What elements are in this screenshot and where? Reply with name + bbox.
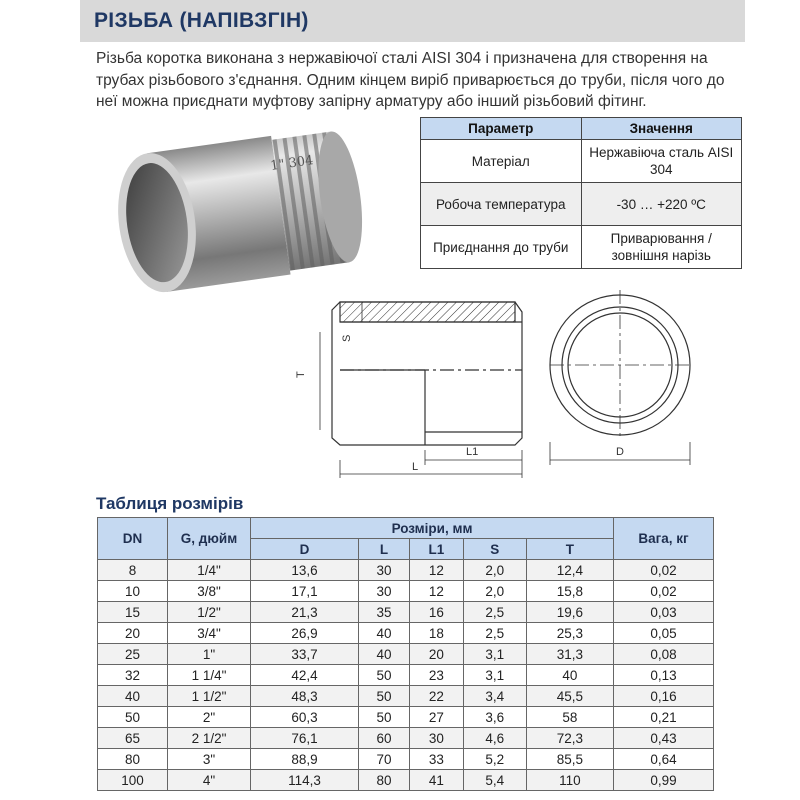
cell-t: 72,3 [526, 728, 613, 749]
table-row [98, 644, 714, 665]
cell-d: 48,3 [251, 686, 359, 707]
cell-weight: 0,16 [614, 686, 714, 707]
cell-d: 76,1 [251, 728, 359, 749]
col-g: G, дюйм [168, 518, 251, 560]
table-row [98, 602, 714, 623]
cell-t: 31,3 [526, 644, 613, 665]
cell-t: 40 [526, 665, 613, 686]
cell-l: 40 [358, 623, 409, 644]
sizes-table [97, 517, 714, 791]
technical-drawing [290, 290, 740, 490]
cell-g: 3/8" [168, 581, 251, 602]
dim-l: L [412, 461, 419, 473]
table-row [98, 749, 714, 770]
cell-g: 1 1/2" [168, 686, 251, 707]
cell-s: 3,1 [463, 644, 526, 665]
cell-dn: 25 [98, 644, 168, 665]
cell-g: 3" [168, 749, 251, 770]
cell-l1: 22 [410, 686, 464, 707]
cell-dn: 50 [98, 707, 168, 728]
cell-d: 114,3 [251, 770, 359, 791]
cell-l: 60 [358, 728, 409, 749]
cell-l1: 27 [410, 707, 464, 728]
cell-s: 2,5 [463, 623, 526, 644]
col-s: S [463, 539, 526, 560]
col-weight: Вага, кг [614, 518, 714, 560]
cell-d: 21,3 [251, 602, 359, 623]
col-d: D [251, 539, 359, 560]
title-bar [80, 0, 745, 42]
cell-s: 2,5 [463, 602, 526, 623]
cell-l: 35 [358, 602, 409, 623]
dim-d: D [616, 446, 624, 458]
table-row [98, 707, 714, 728]
cell-dn: 15 [98, 602, 168, 623]
table-row [98, 623, 714, 644]
cell-t: 58 [526, 707, 613, 728]
col-group-dimensions: Розміри, мм [251, 518, 614, 539]
cell-weight: 0,02 [614, 581, 714, 602]
cell-d: 42,4 [251, 665, 359, 686]
cell-t: 12,4 [526, 560, 613, 581]
cell-l1: 16 [410, 602, 464, 623]
cell-dn: 10 [98, 581, 168, 602]
cell-t: 19,6 [526, 602, 613, 623]
cell-d: 60,3 [251, 707, 359, 728]
cell-l1: 41 [410, 770, 464, 791]
param-name: Матеріал [421, 140, 582, 183]
nipple-body [110, 125, 370, 297]
cell-t: 15,8 [526, 581, 613, 602]
cell-s: 5,4 [463, 770, 526, 791]
cell-dn: 65 [98, 728, 168, 749]
cell-dn: 40 [98, 686, 168, 707]
cell-s: 2,0 [463, 560, 526, 581]
cell-t: 45,5 [526, 686, 613, 707]
sizes-table-body [98, 560, 714, 791]
cell-l: 50 [358, 686, 409, 707]
table-row [98, 728, 714, 749]
cell-g: 1/2" [168, 602, 251, 623]
cell-s: 4,6 [463, 728, 526, 749]
table-row [98, 560, 714, 581]
cell-weight: 0,02 [614, 560, 714, 581]
cell-g: 3/4" [168, 623, 251, 644]
cell-l1: 12 [410, 581, 464, 602]
photo-engraving: 1" 304 [269, 153, 315, 174]
sizes-table-title: Таблиця розмірів [96, 494, 244, 513]
col-t: T [526, 539, 613, 560]
cell-weight: 0,99 [614, 770, 714, 791]
cell-t: 25,3 [526, 623, 613, 644]
col-l1: L1 [410, 539, 464, 560]
cell-t: 110 [526, 770, 613, 791]
cell-l: 70 [358, 749, 409, 770]
dim-s: S [341, 334, 353, 342]
cell-weight: 0,43 [614, 728, 714, 749]
table-row [98, 665, 714, 686]
cell-weight: 0,03 [614, 602, 714, 623]
cell-dn: 32 [98, 665, 168, 686]
cell-d: 17,1 [251, 581, 359, 602]
cell-dn: 100 [98, 770, 168, 791]
page-title: РІЗЬБА (НАПІВЗГІН) [94, 9, 309, 32]
cell-g: 1" [168, 644, 251, 665]
param-value: -30 … +220 ºС [581, 183, 742, 226]
cell-s: 3,1 [463, 665, 526, 686]
cell-s: 3,6 [463, 707, 526, 728]
cell-g: 1/4" [168, 560, 251, 581]
cell-l: 30 [358, 560, 409, 581]
dim-t: T [295, 371, 307, 378]
params-header-param: Параметр [421, 118, 582, 140]
param-name: Приєднання до труби [421, 226, 582, 269]
cell-weight: 0,13 [614, 665, 714, 686]
cell-d: 88,9 [251, 749, 359, 770]
cell-l: 50 [358, 665, 409, 686]
cell-s: 5,2 [463, 749, 526, 770]
table-row [98, 581, 714, 602]
cell-weight: 0,05 [614, 623, 714, 644]
product-description: Різьба коротка виконана з нержавіючої сталі AISI 304 і призначена для створення на трубах різьбового з'єднання. Одним кінцем виріб приварюється до труби, після чого до неї можна приєднати муфтову запірну арматуру або інший різьбовий фітинг. [96, 50, 725, 110]
cell-l1: 23 [410, 665, 464, 686]
cell-weight: 0,21 [614, 707, 714, 728]
table-row [98, 770, 714, 791]
cell-g: 1 1/4" [168, 665, 251, 686]
table-row [98, 686, 714, 707]
params-table [420, 117, 742, 269]
params-header-value: Значення [581, 118, 742, 140]
cell-dn: 80 [98, 749, 168, 770]
cell-l1: 18 [410, 623, 464, 644]
cell-l1: 33 [410, 749, 464, 770]
dim-l1: L1 [466, 446, 479, 458]
cell-s: 2,0 [463, 581, 526, 602]
cell-weight: 0,08 [614, 644, 714, 665]
col-l: L [358, 539, 409, 560]
cell-d: 33,7 [251, 644, 359, 665]
cell-d: 13,6 [251, 560, 359, 581]
cell-l1: 30 [410, 728, 464, 749]
param-name: Робоча температура [421, 183, 582, 226]
cell-dn: 20 [98, 623, 168, 644]
cell-t: 85,5 [526, 749, 613, 770]
cell-l1: 20 [410, 644, 464, 665]
cell-d: 26,9 [251, 623, 359, 644]
cell-l: 80 [358, 770, 409, 791]
col-dn: DN [98, 518, 168, 560]
param-value: Нержавіюча сталь AISI 304 [581, 140, 742, 183]
cell-l: 30 [358, 581, 409, 602]
cell-weight: 0,64 [614, 749, 714, 770]
cell-l: 50 [358, 707, 409, 728]
cell-g: 2" [168, 707, 251, 728]
cell-g: 4" [168, 770, 251, 791]
product-photo [96, 108, 426, 313]
cell-l1: 12 [410, 560, 464, 581]
cell-l: 40 [358, 644, 409, 665]
cell-g: 2 1/2" [168, 728, 251, 749]
param-value: Приварювання / зовнішня нарізь [581, 226, 742, 269]
cell-s: 3,4 [463, 686, 526, 707]
cell-dn: 8 [98, 560, 168, 581]
